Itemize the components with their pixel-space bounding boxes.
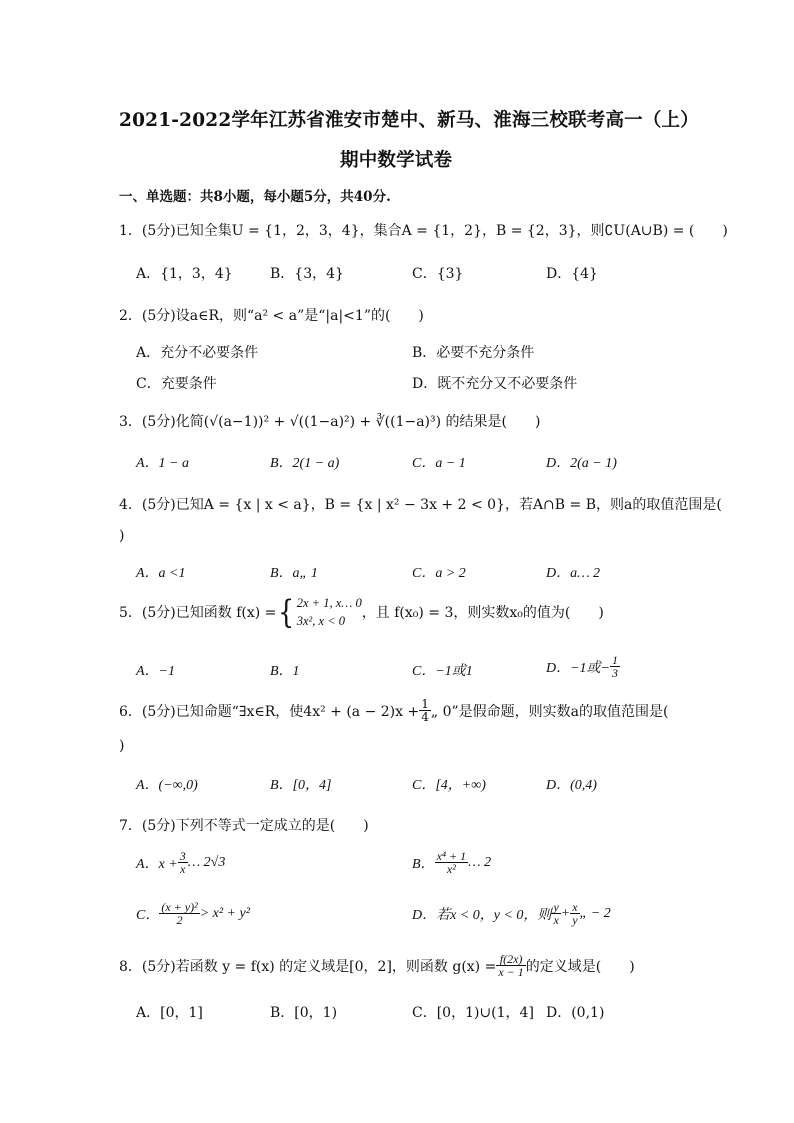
- question-1-stem: 1．(5分)已知全集U = {1，2，3，4}，集合A = {1，2}，B = {2，3}，则∁U(A∪B) = ( ): [119, 223, 728, 239]
- question-8-option-c: C．[0，1)∪(1，4]: [412, 1005, 534, 1021]
- option-c-post: > x² + y²: [199, 905, 250, 921]
- question-8-stem-post: 的定义域是( ): [525, 958, 635, 975]
- question-1-option-a: A．{1，3，4}: [136, 266, 233, 282]
- option-b-post: … 2: [468, 854, 492, 870]
- option-b-fraction: [435, 850, 469, 875]
- question-3-stem: 3．(5分)化简(√(a−1))² + √((1−a)²) + ∛((1−a)³) 的结果是( ): [119, 414, 541, 430]
- question-4-stem: 4．(5分)已知A = {x | x < a}，B = {x | x² − 3x + 2 < 0}，若A∩B = B，则a的取值范围是(: [119, 497, 722, 513]
- fraction-numerator: (x + y)²: [161, 900, 198, 914]
- option-d-fraction-2: [570, 901, 579, 926]
- question-4-option-b: B．a„ 1: [270, 566, 318, 581]
- fraction-numerator: f(2x): [496, 953, 525, 966]
- question-2-stem: 2．(5分)设a∈R，则“a² < a”是“|a|<1”的( ): [119, 308, 424, 324]
- fraction-numerator: y: [553, 900, 559, 914]
- question-8-option-d: D．(0,1): [546, 1005, 605, 1021]
- question-6-option-b: B．[0，4]: [270, 778, 332, 793]
- question-5-stem-post: ，且 f(x₀) = 3，则实数x₀的值为( ): [361, 605, 604, 621]
- question-8-fraction: [496, 953, 525, 978]
- option-a-fraction: [178, 850, 188, 875]
- option-a-post: … 2√3: [187, 854, 226, 870]
- question-4-option-a: A．a <1: [136, 566, 186, 581]
- question-6-option-d: D．(0,4): [546, 778, 597, 793]
- piecewise-case-1: 2x + 1, x… 0: [296, 596, 362, 610]
- question-8-stem-pre: 8．(5分)若函数 y = f(x) 的定义域是[0，2]，则函数 g(x) =: [119, 958, 497, 975]
- question-6-fraction: [419, 698, 431, 723]
- fraction-denominator: x²: [446, 862, 456, 876]
- question-3-option-d: D．2(a − 1): [546, 456, 617, 471]
- option-d-plus: +: [560, 905, 571, 921]
- fraction-denominator: y: [572, 913, 578, 927]
- fraction-denominator: x: [180, 862, 186, 876]
- question-5-option-b: B．1: [270, 664, 300, 679]
- question-6-stem: [119, 698, 668, 723]
- fraction-numerator: x: [572, 900, 578, 914]
- fraction-denominator: 2: [176, 913, 183, 927]
- question-1-option-d: D．{4}: [546, 266, 598, 282]
- question-5-option-c: C．−1或1: [412, 664, 473, 679]
- option-d-pre: D．若x < 0，y < 0，则: [412, 907, 552, 923]
- question-3-option-a: A．1 − a: [136, 456, 189, 471]
- question-6-option-c: C．[4，+∞): [412, 778, 486, 793]
- option-c-fraction: [159, 901, 199, 926]
- piecewise-brace: {: [278, 593, 295, 631]
- section-heading: 一、单选题：共8小题，每小题5分，共40分.: [119, 189, 391, 205]
- fraction-denominator: 3: [612, 666, 619, 680]
- question-5-option-d-fraction: [610, 654, 620, 679]
- question-4-option-c: C．a > 2: [412, 566, 466, 581]
- question-2-option-c: C．充要条件: [136, 376, 217, 392]
- option-a-pre: A．x +: [136, 856, 178, 872]
- option-d-fraction-1: [551, 901, 560, 926]
- question-5-stem-pre: 5．(5分)已知函数 f(x) =: [119, 605, 277, 621]
- question-6-option-a: A．(−∞,0): [136, 778, 198, 793]
- question-5-option-a: A．−1: [136, 664, 175, 679]
- question-7-option-d: [412, 901, 611, 926]
- piecewise-case-2: 3x², x < 0: [296, 614, 346, 628]
- piecewise-cases: [297, 594, 362, 630]
- option-c-pre: C．: [136, 907, 160, 923]
- fraction-denominator: x − 1: [498, 965, 524, 979]
- question-6-stem-pre: 6．(5分)已知命题“∃x∈R，使4x² + (a − 2)x +: [119, 703, 420, 720]
- page-title-line2: 期中数学试卷: [340, 150, 453, 171]
- question-4-option-d: D．a… 2: [546, 566, 601, 581]
- question-5-option-d-text: D．−1或−: [546, 660, 611, 676]
- question-7-option-a: [136, 850, 225, 875]
- option-d-post: „ − 2: [579, 905, 611, 921]
- question-6-stem-continued: ): [119, 738, 125, 754]
- question-7-option-c: [136, 901, 250, 926]
- fraction-numerator: x⁴ + 1: [436, 849, 467, 863]
- question-8-option-a: A．[0，1]: [136, 1005, 203, 1021]
- fraction-numerator: 1: [421, 697, 429, 711]
- question-2-option-a: A．充分不必要条件: [136, 345, 259, 361]
- question-2-option-d: D．既不充分又不必要条件: [412, 376, 578, 392]
- question-1-option-b: B．{3，4}: [270, 266, 344, 282]
- question-3-option-c: C．a − 1: [412, 456, 466, 471]
- question-8-stem: [119, 953, 635, 978]
- question-6-stem-post: „ 0”是假命题，则实数a的取值范围是(: [430, 703, 669, 720]
- page-title-line1: 2021-2022学年江苏省淮安市楚中、新马、淮海三校联考高一（上）: [119, 110, 699, 131]
- question-7-option-b: [412, 850, 491, 875]
- fraction-denominator: 4: [421, 710, 429, 724]
- question-1-option-c: C．{3}: [412, 266, 464, 282]
- question-3-option-b: B．2(1 − a): [270, 456, 340, 471]
- question-4-stem-continued: ): [119, 528, 125, 544]
- question-8-option-b: B．[0，1): [270, 1005, 338, 1021]
- question-5-option-d: [546, 654, 620, 679]
- fraction-numerator: 1: [612, 653, 619, 667]
- question-7-stem: 7．(5分)下列不等式一定成立的是( ): [119, 818, 369, 834]
- fraction-denominator: x: [553, 913, 559, 927]
- fraction-numerator: 3: [179, 849, 186, 863]
- question-2-option-b: B．必要不充分条件: [412, 345, 535, 361]
- question-5-stem: [119, 594, 604, 630]
- option-b-pre: B．: [412, 856, 435, 872]
